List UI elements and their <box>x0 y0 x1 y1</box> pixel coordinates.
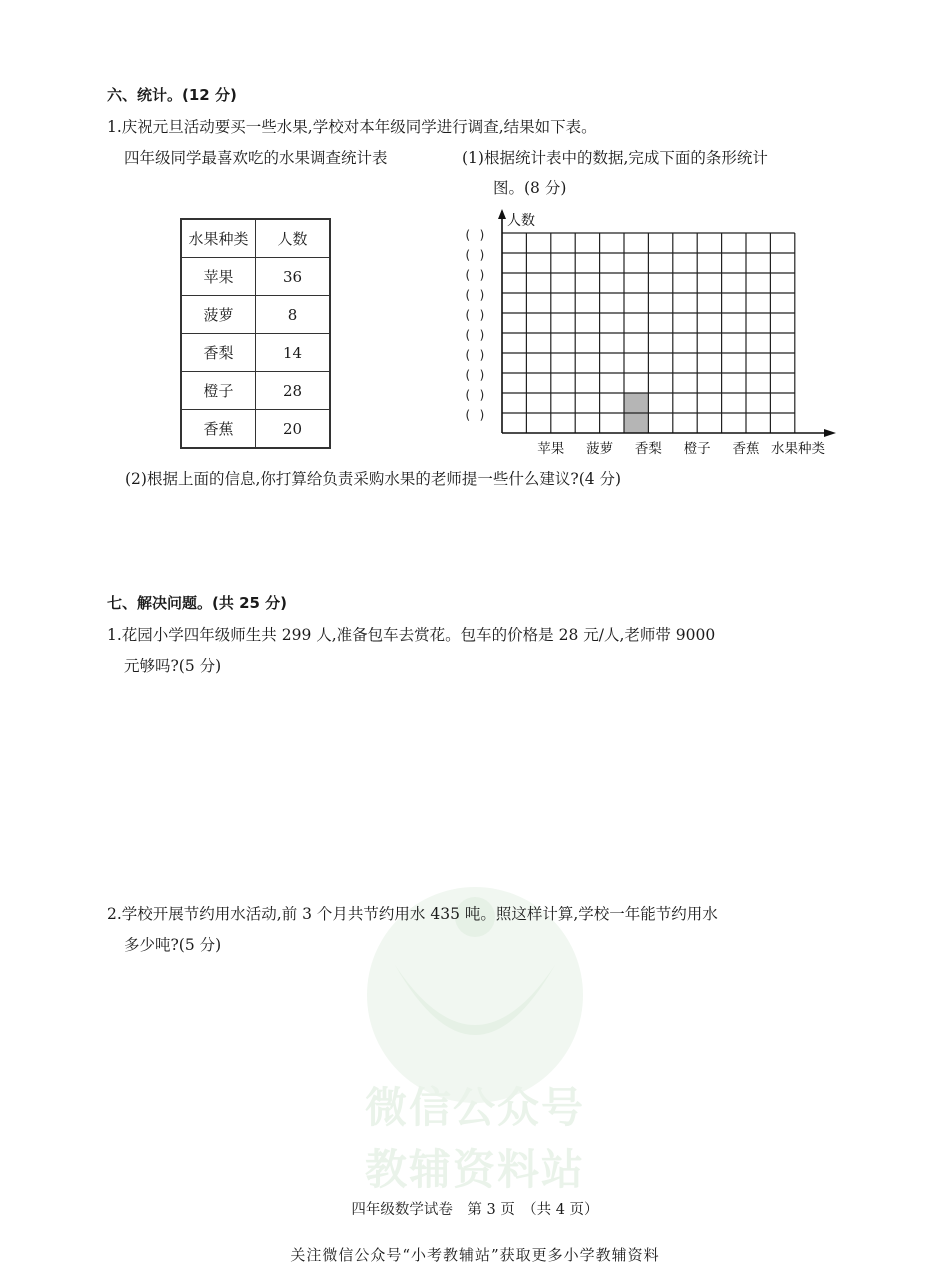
watermark-line-2: 教辅资料站 <box>364 1145 585 1194</box>
x-axis-arrow-icon <box>824 429 836 437</box>
section7-question2-line1: 2.学校开展节约用水活动,前 3 个月共节约用水 435 吨。照这样计算,学校一年能节约用水 <box>107 905 718 923</box>
table-cell: 8 <box>256 296 331 334</box>
x-tick-label: 香蕉 <box>732 441 760 457</box>
subquestion1-line2: 图。(8 分) <box>493 179 567 197</box>
fruit-survey-table <box>180 218 331 449</box>
y-tick-label: ( ) <box>464 268 486 282</box>
table-header-row <box>181 219 330 258</box>
x-tick-label: 菠萝 <box>586 441 614 457</box>
y-tick-label: ( ) <box>464 308 486 322</box>
table-header-cell: 人数 <box>256 219 331 258</box>
section6-question1: 1.庆祝元旦活动要买一些水果,学校对本年级同学进行调查,结果如下表。 <box>107 118 597 136</box>
y-tick-label: ( ) <box>464 248 486 262</box>
table-header-cell: 水果种类 <box>181 219 256 258</box>
table-title: 四年级同学最喜欢吃的水果调查统计表 <box>124 149 388 167</box>
table-cell: 苹果 <box>181 258 256 296</box>
watermark-line-1: 微信公众号 <box>364 1083 585 1132</box>
y-tick-label: ( ) <box>464 408 486 422</box>
section6-title: 六、统计。(12 分) <box>107 86 237 104</box>
table-row <box>181 258 330 296</box>
x-tick-label: 橙子 <box>683 441 711 457</box>
table-cell: 14 <box>256 334 331 372</box>
table-cell: 橙子 <box>181 372 256 410</box>
x-axis-label: 水果种类 <box>771 441 825 457</box>
table-row <box>181 372 330 410</box>
section7-question2-line2: 多少吨?(5 分) <box>124 936 222 954</box>
table-cell: 28 <box>256 372 331 410</box>
x-tick-label: 香梨 <box>634 441 662 457</box>
x-tick-label: 苹果 <box>537 441 565 457</box>
table-row <box>181 410 330 449</box>
section7-question1-line2: 元够吗?(5 分) <box>124 657 222 675</box>
table-cell: 菠萝 <box>181 296 256 334</box>
table-cell: 36 <box>256 258 331 296</box>
y-tick-label: ( ) <box>464 328 486 342</box>
section7-title: 七、解决问题。(共 25 分) <box>107 594 288 612</box>
promo-footer: 关注微信公众号“小考教辅站”获取更多小学教辅资料 <box>290 1246 660 1264</box>
bar-chart <box>460 205 840 460</box>
table-cell: 香梨 <box>181 334 256 372</box>
section7-question1-line1: 1.花园小学四年级师生共 299 人,准备包车去赏花。包车的价格是 28 元/人,老师带 9000 <box>107 626 716 644</box>
y-tick-label: ( ) <box>464 348 486 362</box>
subquestion2: (2)根据上面的信息,你打算给负责采购水果的老师提一些什么建议?(4 分) <box>125 470 622 488</box>
y-axis-label: 人数 <box>507 213 535 229</box>
y-tick-label: ( ) <box>464 288 486 302</box>
page-footer: 四年级数学试卷 第 3 页 （共 4 页） <box>351 1202 599 1218</box>
table-row <box>181 334 330 372</box>
table-row <box>181 296 330 334</box>
y-axis-arrow-icon <box>498 209 506 219</box>
table-cell: 香蕉 <box>181 410 256 449</box>
y-tick-label: ( ) <box>464 228 486 242</box>
y-tick-label: ( ) <box>464 368 486 382</box>
y-tick-label: ( ) <box>464 388 486 402</box>
subquestion1-line1: (1)根据统计表中的数据,完成下面的条形统计 <box>462 149 768 167</box>
table-cell: 20 <box>256 410 331 449</box>
